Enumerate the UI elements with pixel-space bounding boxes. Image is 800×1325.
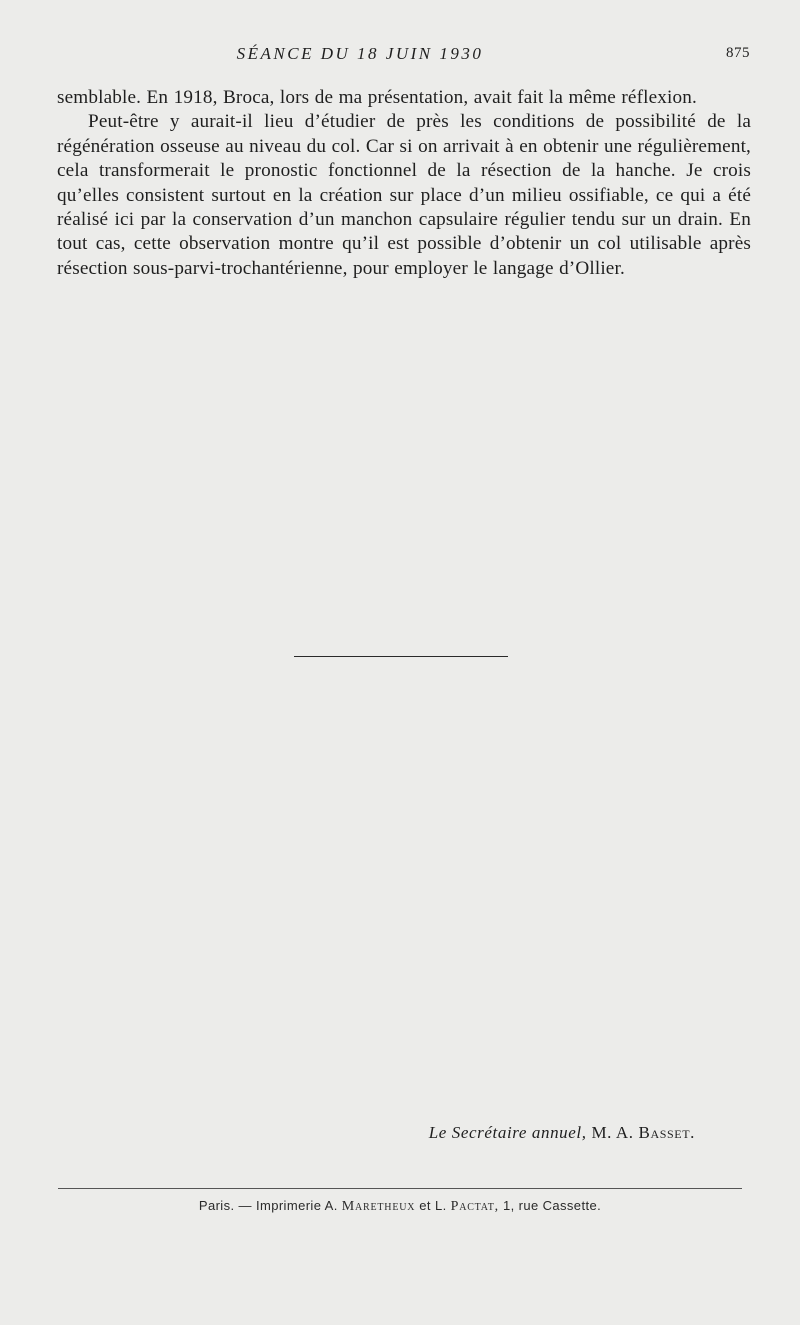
imprint-printer-label: Imprimerie A. xyxy=(255,1198,338,1213)
paragraph: semblable. En 1918, Broca, lors de ma présentation, avait fait la même réflexion. xyxy=(57,87,697,108)
imprint-printer-name-1: Maretheux xyxy=(341,1199,416,1214)
running-head xyxy=(60,44,750,68)
imprint-dash: — xyxy=(238,1198,252,1213)
signature xyxy=(429,1123,695,1143)
body-text xyxy=(57,86,751,281)
running-title: SÉANCE DU 18 JUIN 1930 xyxy=(236,44,484,63)
signature-role: Le Secrétaire annuel, xyxy=(428,1123,587,1142)
signature-name-prefix: M. A. xyxy=(591,1123,634,1142)
imprint-printer-name-2: Pactat, xyxy=(450,1199,499,1214)
printer-imprint xyxy=(0,1198,800,1215)
imprint-and: et L. xyxy=(419,1198,447,1213)
footer-rule xyxy=(58,1188,742,1189)
section-divider xyxy=(294,656,508,657)
imprint-city: Paris. xyxy=(198,1198,235,1213)
page-number: 875 xyxy=(726,45,750,61)
signature-name: Basset. xyxy=(638,1123,695,1142)
paragraph: Peut-être y aurait-il lieu d’étudier de près les conditions de possibilité de la régénération osseuse au niveau du col. Car si on arrivait à en obtenir une régulièrement, cela transformerait le pronostic fonctionnel de la résection de la hanche. Je crois qu’elles consistent surtout en la création sur place d’un milieu ossifiable, ce qui a été réalisé ici par la conservation d’un manchon capsulaire régulier tendu sur un drain. En tout cas, cette observation montre qu’il est possible d’obtenir un col utilisable après résection sous-parvi-trochantérienne, pour employer le langage d’Ollier. xyxy=(57,111,751,279)
imprint-address: 1, rue Cassette. xyxy=(502,1198,602,1213)
